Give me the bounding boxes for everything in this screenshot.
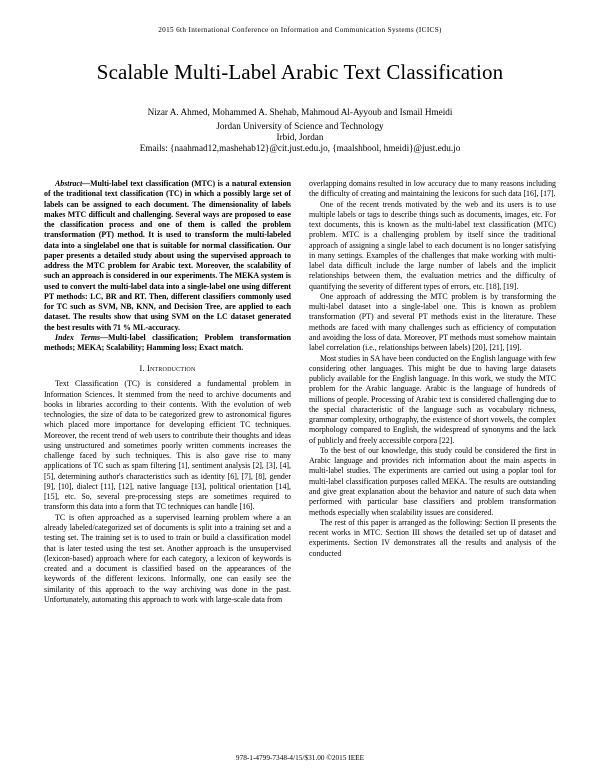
authors-line: Nizar A. Ahmed, Mohammed A. Shehab, Mahmoud Al-Ayyoub and Ismail Hmeidi bbox=[147, 107, 453, 117]
paragraph: overlapping domains resulted in low accuracy due to many reasons including the difficulty of creating and maintaining the lexicons for such data [16], [17]. bbox=[309, 179, 556, 199]
page-title: Scalable Multi-Label Arabic Text Classification bbox=[96, 60, 504, 84]
emails-line: Emails: {naahmad12,mashehab12}@cit.just.edu.jo, {maalshbool, hmeidi}@just.edu.jo bbox=[139, 143, 461, 153]
paragraph: Most studies in SA have been conducted on the English language with few considering other languages. This might be due to having large datasets publicly available for the English language. In this work, we study the MTC problem for the Arabic language. Arabic is the language of hundreds of millions of people. Processing of Arabic text is considered challenging due to the special characteristic of the language such as vocabulary richness, grammar complexity, orthography, the existence of short vowels, the complex morphology compared to English, the widespread of synonyms and the lack of publicly and freely accessible corpora [22]. bbox=[309, 353, 556, 445]
paragraph: The rest of this paper is arranged as the following: Section II presents the recent works in MTC. Section III shows the detailed set up of dataset and experiments. Section IV demonstrates all the results and analysis of the conducted bbox=[309, 517, 556, 558]
affiliation-line-1: Jordan University of Science and Technology bbox=[216, 121, 384, 131]
paragraph: To the best of our knowledge, this study could be considered the first in Arabic language and provides rich information about the main aspects in multi-label studies. The experiments are carried out using a poplar tool for multi-label classification purposes called MEKA. The results are outstanding and give great explanation about the behavior and nature of such data when performed with particular base classifiers and problem transformation methods especially when scalability issues are considered. bbox=[309, 445, 556, 517]
index-terms-label: Index Terms— bbox=[55, 332, 109, 342]
abstract-label: Abstract— bbox=[55, 179, 91, 188]
right-column bbox=[309, 179, 556, 605]
left-column bbox=[44, 179, 291, 605]
abstract-text: Multi-label text classification (MTC) is a natural extension of the traditional text classification (TC) in which a possibly large set of labels can be assigned to each document. The dimensionality of labels makes MTC difficult and challenging. Several ways are proposed to ease the classification process and one of them is called the problem transformation (PT) method. It is used to transform the multi-labeled data into a singlelabel one that is suitable for normal classification. Our paper presents a detailed study about using the supervised approach to address the MTC problem for Arabic text. Moreover, the scalability of such an approach is considered in our experiments. The MEKA system is used to convert the multi-label data into a single-label one using different PT methods: LC, BR and RT. Then, different classifiers commonly used for TC such as SVM, NB, KNN, and Decision Tree, are applied to each dataset. The results show that using SVM on the LC dataset generated the best results with 71 % ML-accuracy. bbox=[44, 179, 291, 332]
section-heading-introduction: I. Introduction bbox=[139, 363, 196, 373]
index-terms-paragraph bbox=[44, 333, 291, 354]
conference-header: 2015 6th International Conference on Information and Communication Systems (ICICS) bbox=[158, 26, 442, 34]
two-column-body bbox=[44, 179, 556, 605]
paragraph: TC is often approached as a supervised learning problem where a an already labeled/categorized set of documents is split into a training set and a testing set. The training set is to used to train or build a classification model that is later tested using the test set. Another approach is the unsupervised (lexicon-based) approach where for each category, a lexicon of keywords is created and a document is classified based on the appearances of the keywords of the different lexicons. Informally, one can easily see the similarity of this approach to the way archiving was done in the past. Unfortunately, automating this approach to work with large-scale data from bbox=[44, 512, 291, 604]
abstract-paragraph bbox=[44, 179, 291, 333]
paragraph: One of the recent trends motivated by the web and its users is to use multiple labels or tags to describe things such as documents, images, etc. For text documents, this is known as the multi-label text classification (MTC) problem. MTC is a challenging problem by itself since the traditional approach of assigning a single label to each document is no longer satisfying in many settings. Examples of the challenges that make working with multi-label data difficult include the large number of labels and the implicit relationships between them, the evaluation metrics and the difficulty of quantifying the severity of different types of errors, etc. [18], [19]. bbox=[309, 199, 556, 291]
paragraph: One approach of addressing the MTC problem is by transforming the multi-label dataset into a single-label one. This is known as problem transformation (PT) and several PT methods exist in the literature. These methods are faced with many challenges such as efficiency of computation and avoiding the loss of data. Moreover, PT methods must somehow maintain label correlation (i.e., relationships between labels) [20], [21], [19]. bbox=[309, 291, 556, 353]
copyright-footer: 978-1-4799-7348-4/15/$31.00 ©2015 IEEE bbox=[235, 753, 365, 762]
index-terms-text: Multi-label classification; Problem transformation methods; MEKA; Scalability; Hamming loss; Exact match. bbox=[44, 332, 292, 353]
paragraph: Text Classification (TC) is considered a fundamental problem in Information Sciences. It stemmed from the need to archive documents and books in libraries according to their contents. With the evolution of web technologies, the size of data to be categorized grew to astronomical figures which placed more importance for developing efficient TC techniques. Moreover, the recent trend of web users to contribute their thoughts and ideas using unstructured and sometimes poorly written comments increases the challenge faced by such techniques. This is also gave rise to many applications of TC such as spam filtering [1], sentiment analysis [2], [3], [4], [5], determining author's characteristics such as identity [6], [7], [8], gender [9], [10], dialect [11], [12], native language [13], political orientation [14], [15], etc. So, several pre-processing steps are sometimes required to transform this data into a form that TC techniques can handle [16]. bbox=[44, 379, 291, 512]
affiliation-line-2: Irbid, Jordan bbox=[276, 132, 324, 142]
